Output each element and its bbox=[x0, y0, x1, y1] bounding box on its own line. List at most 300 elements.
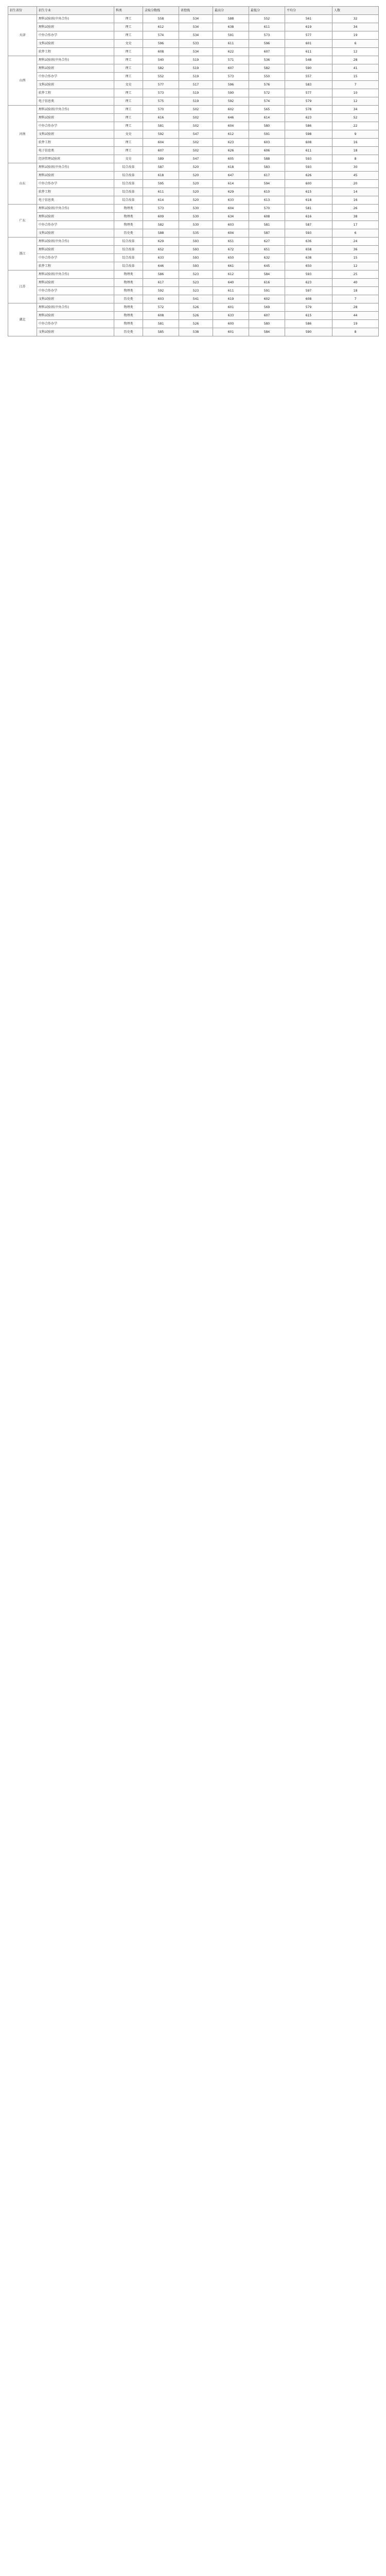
major-cell: 理科试验班 bbox=[37, 64, 114, 73]
value-cell: 文史 bbox=[114, 40, 143, 48]
table-row bbox=[8, 147, 379, 155]
column-header: 人数 bbox=[332, 7, 379, 15]
value-cell: 658 bbox=[285, 246, 332, 254]
table-row bbox=[8, 303, 379, 312]
value-cell: 520 bbox=[179, 188, 213, 196]
value-cell: 573 bbox=[213, 73, 249, 81]
value-cell: 520 bbox=[179, 180, 213, 188]
value-cell: 607 bbox=[143, 147, 179, 155]
value-cell: 综合改革 bbox=[114, 188, 143, 196]
province-cell: 湖北 bbox=[8, 303, 37, 336]
value-cell: 581 bbox=[143, 320, 179, 328]
value-cell: 26 bbox=[332, 205, 379, 213]
value-cell: 616 bbox=[143, 114, 179, 122]
value-cell: 646 bbox=[143, 262, 179, 270]
value-cell: 582 bbox=[249, 64, 285, 73]
value-cell: 603 bbox=[213, 221, 249, 229]
value-cell: 572 bbox=[143, 303, 179, 312]
column-header: 最高分 bbox=[213, 7, 249, 15]
value-cell: 文史 bbox=[114, 130, 143, 139]
value-cell: 541 bbox=[179, 295, 213, 303]
value-cell: 590 bbox=[285, 64, 332, 73]
value-cell: 570 bbox=[143, 106, 179, 114]
value-cell: 591 bbox=[213, 31, 249, 40]
table-row bbox=[8, 81, 379, 89]
value-cell: 文史 bbox=[114, 81, 143, 89]
value-cell: 584 bbox=[249, 270, 285, 279]
value-cell: 629 bbox=[213, 188, 249, 196]
value-cell: 602 bbox=[249, 295, 285, 303]
value-cell: 565 bbox=[249, 106, 285, 114]
table-row bbox=[8, 139, 379, 147]
value-cell: 596 bbox=[213, 81, 249, 89]
province-cell: 山西 bbox=[8, 56, 37, 106]
major-cell: 文科试验班 bbox=[37, 81, 114, 89]
value-cell: 608 bbox=[285, 295, 332, 303]
value-cell: 理工 bbox=[114, 122, 143, 130]
value-cell: 547 bbox=[179, 155, 213, 163]
header-row bbox=[8, 7, 379, 15]
value-cell: 理工 bbox=[114, 73, 143, 81]
value-cell: 533 bbox=[179, 40, 213, 48]
value-cell: 综合改革 bbox=[114, 163, 143, 172]
value-cell: 604 bbox=[213, 205, 249, 213]
value-cell: 579 bbox=[285, 303, 332, 312]
value-cell: 589 bbox=[143, 155, 179, 163]
score-table bbox=[8, 6, 379, 336]
value-cell: 519 bbox=[179, 73, 213, 81]
table-row bbox=[8, 254, 379, 262]
value-cell: 617 bbox=[143, 279, 179, 287]
value-cell: 理工 bbox=[114, 64, 143, 73]
value-cell: 25 bbox=[332, 270, 379, 279]
major-cell: 电子信息类 bbox=[37, 147, 114, 155]
value-cell: 534 bbox=[179, 23, 213, 31]
value-cell: 632 bbox=[249, 254, 285, 262]
value-cell: 614 bbox=[143, 196, 179, 205]
value-cell: 综合改革 bbox=[114, 238, 143, 246]
table-row bbox=[8, 262, 379, 270]
value-cell: 592 bbox=[143, 287, 179, 295]
value-cell: 633 bbox=[213, 312, 249, 320]
value-cell: 历史类 bbox=[114, 229, 143, 238]
value-cell: 576 bbox=[249, 81, 285, 89]
value-cell: 647 bbox=[213, 172, 249, 180]
column-header: 招生专业 bbox=[37, 7, 114, 15]
value-cell: 36 bbox=[332, 246, 379, 254]
value-cell: 577 bbox=[285, 31, 332, 40]
value-cell: 611 bbox=[285, 147, 332, 155]
value-cell: 602 bbox=[213, 106, 249, 114]
value-cell: 651 bbox=[213, 238, 249, 246]
value-cell: 646 bbox=[213, 114, 249, 122]
value-cell: 600 bbox=[285, 180, 332, 188]
value-cell: 24 bbox=[332, 238, 379, 246]
value-cell: 综合改革 bbox=[114, 254, 143, 262]
value-cell: 608 bbox=[285, 139, 332, 147]
value-cell: 534 bbox=[179, 15, 213, 23]
value-cell: 593 bbox=[179, 238, 213, 246]
value-cell: 502 bbox=[179, 114, 213, 122]
value-cell: 601 bbox=[213, 328, 249, 336]
value-cell: 502 bbox=[179, 106, 213, 114]
value-cell: 594 bbox=[249, 180, 285, 188]
value-cell: 534 bbox=[179, 48, 213, 56]
value-cell: 519 bbox=[179, 56, 213, 64]
column-header: 平均分 bbox=[285, 7, 332, 15]
value-cell: 619 bbox=[213, 295, 249, 303]
table-row bbox=[8, 163, 379, 172]
value-cell: 618 bbox=[143, 172, 179, 180]
value-cell: 604 bbox=[213, 122, 249, 130]
major-cell: 理科试验班(中外合作) bbox=[37, 163, 114, 172]
value-cell: 550 bbox=[249, 73, 285, 81]
value-cell: 633 bbox=[213, 196, 249, 205]
value-cell: 570 bbox=[249, 205, 285, 213]
major-cell: 中外合作办学 bbox=[37, 180, 114, 188]
value-cell: 530 bbox=[179, 221, 213, 229]
value-cell: 600 bbox=[213, 320, 249, 328]
value-cell: 593 bbox=[285, 229, 332, 238]
value-cell: 45 bbox=[332, 172, 379, 180]
table-row bbox=[8, 48, 379, 56]
value-cell: 603 bbox=[143, 295, 179, 303]
value-cell: 9 bbox=[332, 130, 379, 139]
value-cell: 44 bbox=[332, 312, 379, 320]
value-cell: 609 bbox=[143, 213, 179, 221]
major-cell: 理科试验班 bbox=[37, 312, 114, 320]
value-cell: 617 bbox=[249, 172, 285, 180]
value-cell: 理工 bbox=[114, 97, 143, 106]
table-row bbox=[8, 196, 379, 205]
value-cell: 12 bbox=[332, 262, 379, 270]
value-cell: 592 bbox=[213, 97, 249, 106]
value-cell: 608 bbox=[249, 213, 285, 221]
major-cell: 中外合作办学 bbox=[37, 320, 114, 328]
value-cell: 8 bbox=[332, 155, 379, 163]
value-cell: 548 bbox=[285, 56, 332, 64]
value-cell: 6 bbox=[332, 40, 379, 48]
table-row bbox=[8, 130, 379, 139]
value-cell: 577 bbox=[285, 89, 332, 97]
major-cell: 理科试验班 bbox=[37, 23, 114, 31]
value-cell: 19 bbox=[332, 320, 379, 328]
value-cell: 604 bbox=[143, 139, 179, 147]
value-cell: 592 bbox=[143, 130, 179, 139]
value-cell: 540 bbox=[143, 56, 179, 64]
value-cell: 626 bbox=[213, 147, 249, 155]
value-cell: 547 bbox=[179, 130, 213, 139]
value-cell: 582 bbox=[143, 221, 179, 229]
value-cell: 物理类 bbox=[114, 221, 143, 229]
value-cell: 物理类 bbox=[114, 312, 143, 320]
value-cell: 15 bbox=[332, 254, 379, 262]
value-cell: 20 bbox=[332, 180, 379, 188]
value-cell: 650 bbox=[285, 262, 332, 270]
value-cell: 614 bbox=[249, 114, 285, 122]
major-cell: 理科试验班 bbox=[37, 114, 114, 122]
value-cell: 502 bbox=[179, 147, 213, 155]
value-cell: 636 bbox=[285, 238, 332, 246]
table-row bbox=[8, 279, 379, 287]
value-cell: 28 bbox=[332, 303, 379, 312]
value-cell: 586 bbox=[285, 122, 332, 130]
table-body bbox=[8, 15, 379, 336]
major-cell: 理科试验班(中外合作) bbox=[37, 303, 114, 312]
value-cell: 595 bbox=[143, 180, 179, 188]
table-row bbox=[8, 23, 379, 31]
value-cell: 520 bbox=[179, 163, 213, 172]
value-cell: 28 bbox=[332, 56, 379, 64]
value-cell: 611 bbox=[213, 287, 249, 295]
value-cell: 618 bbox=[285, 196, 332, 205]
value-cell: 物理类 bbox=[114, 205, 143, 213]
major-cell: 理科试验班(中外合作) bbox=[37, 15, 114, 23]
value-cell: 综合改革 bbox=[114, 172, 143, 180]
value-cell: 590 bbox=[285, 328, 332, 336]
value-cell: 623 bbox=[213, 139, 249, 147]
table-row bbox=[8, 122, 379, 130]
value-cell: 629 bbox=[143, 238, 179, 246]
major-cell: 中外合作办学 bbox=[37, 254, 114, 262]
value-cell: 651 bbox=[249, 246, 285, 254]
value-cell: 590 bbox=[213, 89, 249, 97]
value-cell: 519 bbox=[179, 97, 213, 106]
major-cell: 中外合作办学 bbox=[37, 122, 114, 130]
value-cell: 626 bbox=[285, 172, 332, 180]
value-cell: 理工 bbox=[114, 48, 143, 56]
major-cell: 软件工程 bbox=[37, 139, 114, 147]
value-cell: 理工 bbox=[114, 15, 143, 23]
value-cell: 520 bbox=[179, 172, 213, 180]
value-cell: 580 bbox=[249, 122, 285, 130]
table-row bbox=[8, 270, 379, 279]
table-row bbox=[8, 221, 379, 229]
value-cell: 610 bbox=[249, 188, 285, 196]
value-cell: 588 bbox=[213, 15, 249, 23]
major-cell: 文科试验班 bbox=[37, 328, 114, 336]
value-cell: 573 bbox=[143, 89, 179, 97]
major-cell: 文科试验班 bbox=[37, 295, 114, 303]
table-row bbox=[8, 64, 379, 73]
value-cell: 611 bbox=[285, 48, 332, 56]
value-cell: 591 bbox=[249, 130, 285, 139]
value-cell: 596 bbox=[143, 40, 179, 48]
value-cell: 593 bbox=[285, 163, 332, 172]
value-cell: 519 bbox=[179, 89, 213, 97]
major-cell: 理科试验班(中外合作) bbox=[37, 205, 114, 213]
value-cell: 17 bbox=[332, 221, 379, 229]
value-cell: 理工 bbox=[114, 139, 143, 147]
value-cell: 611 bbox=[143, 188, 179, 196]
table-row bbox=[8, 31, 379, 40]
value-cell: 523 bbox=[179, 279, 213, 287]
value-cell: 10 bbox=[332, 89, 379, 97]
value-cell: 612 bbox=[213, 130, 249, 139]
table-row bbox=[8, 172, 379, 180]
value-cell: 601 bbox=[213, 303, 249, 312]
table-row bbox=[8, 328, 379, 336]
major-cell: 理科试验班 bbox=[37, 213, 114, 221]
value-cell: 579 bbox=[285, 97, 332, 106]
value-cell: 588 bbox=[143, 229, 179, 238]
major-cell: 软件工程 bbox=[37, 89, 114, 97]
value-cell: 613 bbox=[249, 196, 285, 205]
major-cell: 理科试验班(中外合作) bbox=[37, 56, 114, 64]
value-cell: 535 bbox=[179, 229, 213, 238]
major-cell: 中外合作办学 bbox=[37, 287, 114, 295]
table-row bbox=[8, 238, 379, 246]
table-row bbox=[8, 287, 379, 295]
table-header bbox=[8, 7, 379, 15]
province-cell: 山东 bbox=[8, 163, 37, 205]
value-cell: 517 bbox=[179, 81, 213, 89]
value-cell: 30 bbox=[332, 163, 379, 172]
admission-score-sheet bbox=[8, 6, 378, 336]
value-cell: 661 bbox=[213, 262, 249, 270]
value-cell: 52 bbox=[332, 114, 379, 122]
value-cell: 理工 bbox=[114, 147, 143, 155]
value-cell: 552 bbox=[249, 15, 285, 23]
province-cell: 河南 bbox=[8, 106, 37, 163]
table-row bbox=[8, 180, 379, 188]
value-cell: 物理类 bbox=[114, 213, 143, 221]
value-cell: 40 bbox=[332, 279, 379, 287]
value-cell: 7 bbox=[332, 295, 379, 303]
value-cell: 586 bbox=[143, 270, 179, 279]
table-row bbox=[8, 155, 379, 163]
major-cell: 理科试验班 bbox=[37, 246, 114, 254]
value-cell: 588 bbox=[249, 155, 285, 163]
table-row bbox=[8, 188, 379, 196]
table-row bbox=[8, 229, 379, 238]
value-cell: 16 bbox=[332, 139, 379, 147]
column-header: 科类 bbox=[114, 7, 143, 15]
major-cell: 中外合作办学 bbox=[37, 73, 114, 81]
value-cell: 41 bbox=[332, 64, 379, 73]
value-cell: 物理类 bbox=[114, 270, 143, 279]
value-cell: 591 bbox=[249, 287, 285, 295]
value-cell: 593 bbox=[179, 262, 213, 270]
value-cell: 18 bbox=[332, 147, 379, 155]
table-row bbox=[8, 246, 379, 254]
value-cell: 574 bbox=[143, 31, 179, 40]
value-cell: 34 bbox=[332, 106, 379, 114]
major-cell: 电子信息类 bbox=[37, 97, 114, 106]
major-cell: 软件工程 bbox=[37, 188, 114, 196]
value-cell: 519 bbox=[179, 64, 213, 73]
value-cell: 614 bbox=[213, 180, 249, 188]
value-cell: 612 bbox=[213, 270, 249, 279]
value-cell: 561 bbox=[285, 15, 332, 23]
table-row bbox=[8, 97, 379, 106]
value-cell: 32 bbox=[332, 15, 379, 23]
value-cell: 理工 bbox=[114, 31, 143, 40]
major-cell: 中外合作办学 bbox=[37, 31, 114, 40]
value-cell: 523 bbox=[179, 287, 213, 295]
major-cell: 文科试验班 bbox=[37, 229, 114, 238]
value-cell: 611 bbox=[249, 23, 285, 31]
table-row bbox=[8, 295, 379, 303]
major-cell: 理科试验班(中外合作) bbox=[37, 270, 114, 279]
value-cell: 598 bbox=[285, 130, 332, 139]
value-cell: 578 bbox=[285, 106, 332, 114]
value-cell: 612 bbox=[143, 23, 179, 31]
table-row bbox=[8, 73, 379, 81]
value-cell: 607 bbox=[249, 312, 285, 320]
value-cell: 581 bbox=[249, 221, 285, 229]
value-cell: 569 bbox=[249, 303, 285, 312]
value-cell: 573 bbox=[143, 205, 179, 213]
value-cell: 557 bbox=[285, 73, 332, 81]
value-cell: 历史类 bbox=[114, 295, 143, 303]
value-cell: 34 bbox=[332, 23, 379, 31]
value-cell: 物理类 bbox=[114, 287, 143, 295]
value-cell: 6 bbox=[332, 229, 379, 238]
value-cell: 综合改革 bbox=[114, 262, 143, 270]
value-cell: 571 bbox=[213, 56, 249, 64]
value-cell: 608 bbox=[143, 312, 179, 320]
major-cell: 文科试验班 bbox=[37, 40, 114, 48]
value-cell: 593 bbox=[179, 254, 213, 262]
value-cell: 502 bbox=[179, 139, 213, 147]
value-cell: 理工 bbox=[114, 23, 143, 31]
value-cell: 587 bbox=[285, 221, 332, 229]
province-cell: 浙江 bbox=[8, 238, 37, 270]
table-row bbox=[8, 15, 379, 23]
value-cell: 573 bbox=[249, 31, 285, 40]
value-cell: 文史 bbox=[114, 155, 143, 163]
column-header: 省控线 bbox=[179, 7, 213, 15]
value-cell: 608 bbox=[143, 48, 179, 56]
value-cell: 12 bbox=[332, 48, 379, 56]
value-cell: 理工 bbox=[114, 89, 143, 97]
value-cell: 618 bbox=[213, 163, 249, 172]
value-cell: 19 bbox=[332, 31, 379, 40]
major-cell: 电子信息类 bbox=[37, 196, 114, 205]
value-cell: 12 bbox=[332, 97, 379, 106]
value-cell: 623 bbox=[285, 114, 332, 122]
value-cell: 616 bbox=[285, 213, 332, 221]
value-cell: 530 bbox=[179, 205, 213, 213]
value-cell: 8 bbox=[332, 328, 379, 336]
value-cell: 物理类 bbox=[114, 303, 143, 312]
value-cell: 552 bbox=[143, 73, 179, 81]
value-cell: 605 bbox=[213, 155, 249, 163]
column-header: 招生省份 bbox=[8, 7, 37, 15]
value-cell: 615 bbox=[285, 188, 332, 196]
value-cell: 15 bbox=[332, 73, 379, 81]
value-cell: 526 bbox=[179, 320, 213, 328]
value-cell: 582 bbox=[143, 64, 179, 73]
table-row bbox=[8, 114, 379, 122]
value-cell: 606 bbox=[249, 147, 285, 155]
province-cell: 广东 bbox=[8, 205, 37, 238]
value-cell: 587 bbox=[143, 163, 179, 172]
value-cell: 619 bbox=[285, 23, 332, 31]
value-cell: 603 bbox=[249, 139, 285, 147]
major-cell: 理科试验班(中外合作) bbox=[37, 238, 114, 246]
value-cell: 587 bbox=[249, 229, 285, 238]
table-row bbox=[8, 320, 379, 328]
value-cell: 586 bbox=[285, 320, 332, 328]
value-cell: 520 bbox=[179, 196, 213, 205]
value-cell: 536 bbox=[249, 56, 285, 64]
major-cell: 理科试验班 bbox=[37, 279, 114, 287]
value-cell: 18 bbox=[332, 287, 379, 295]
value-cell: 627 bbox=[249, 238, 285, 246]
value-cell: 645 bbox=[249, 262, 285, 270]
